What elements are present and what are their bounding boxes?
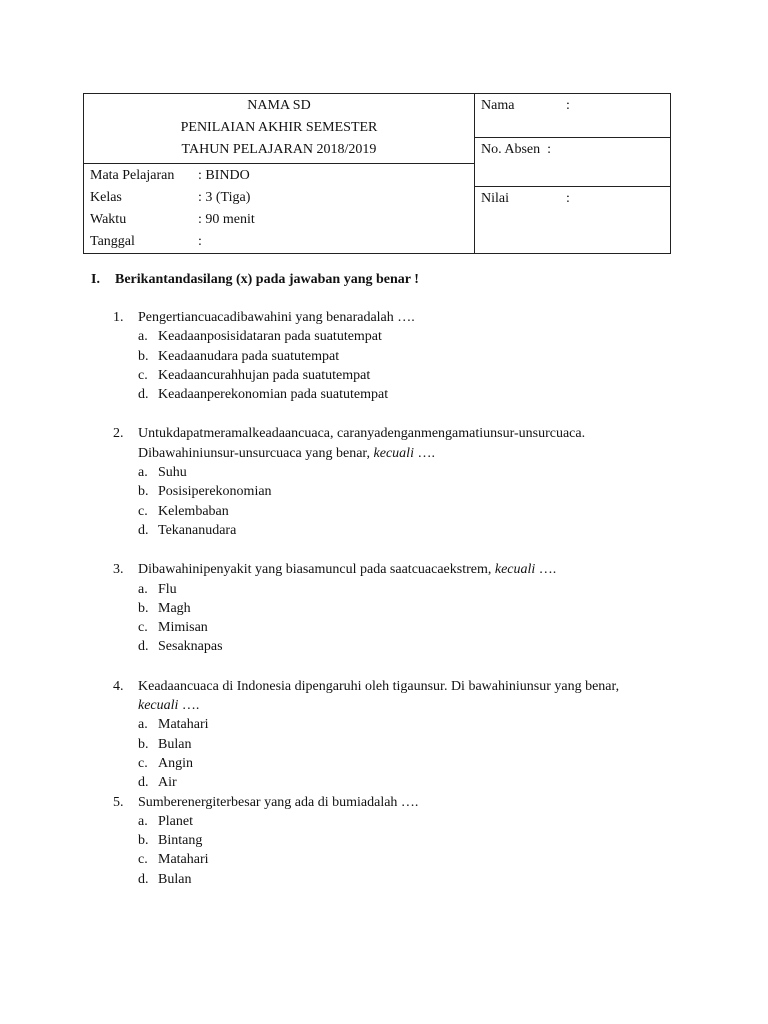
question-text: Sumberenergiterbesar yang ada di bumiadalah …. bbox=[138, 794, 419, 810]
info-key: Waktu bbox=[90, 212, 127, 227]
option-text: Suhu bbox=[158, 465, 187, 481]
option-text: Angin bbox=[158, 755, 193, 771]
question bbox=[113, 560, 673, 656]
answer-option[interactable] bbox=[138, 580, 673, 599]
option-letter: c. bbox=[138, 755, 148, 771]
option-text: Bulan bbox=[158, 871, 192, 887]
option-letter: a. bbox=[138, 329, 148, 345]
answer-option[interactable] bbox=[138, 850, 673, 869]
question bbox=[113, 793, 673, 889]
answer-option[interactable] bbox=[138, 637, 673, 656]
absence-number-colon: : bbox=[547, 142, 552, 157]
info-value: : 90 menit bbox=[198, 212, 255, 227]
score-label: Nilai bbox=[481, 191, 509, 206]
answer-option[interactable] bbox=[138, 812, 673, 831]
answer-option[interactable] bbox=[138, 502, 673, 521]
option-text: Matahari bbox=[158, 717, 209, 733]
question-text: Untukdapatmeramalkeadaancuaca, caranyadenganmengamatiunsur-unsurcuaca. bbox=[138, 426, 586, 442]
subject-info-cell bbox=[84, 164, 475, 254]
option-letter: c. bbox=[138, 620, 148, 636]
answer-option[interactable] bbox=[138, 482, 673, 501]
question bbox=[113, 677, 673, 793]
option-letter: b. bbox=[138, 833, 149, 849]
kecuali-emphasis: kecuali bbox=[138, 698, 179, 714]
info-value: : bbox=[198, 234, 202, 249]
option-letter: b. bbox=[138, 600, 149, 616]
student-name-cell[interactable] bbox=[475, 94, 671, 138]
option-letter: d. bbox=[138, 775, 149, 791]
score-cell[interactable] bbox=[475, 187, 671, 254]
answer-option[interactable] bbox=[138, 754, 673, 773]
option-letter: c. bbox=[138, 367, 148, 383]
answer-option[interactable] bbox=[138, 870, 673, 889]
exam-title-cell bbox=[84, 94, 475, 164]
option-text: Bulan bbox=[158, 736, 192, 752]
answer-option[interactable] bbox=[138, 715, 673, 734]
info-row-date bbox=[90, 231, 468, 253]
ellipsis: …. bbox=[417, 445, 435, 461]
school-year: TAHUN PELAJARAN 2018/2019 bbox=[181, 142, 377, 157]
option-text: Planet bbox=[158, 813, 193, 829]
option-text: Sesaknapas bbox=[158, 639, 223, 655]
exam-name: PENILAIAN AKHIR SEMESTER bbox=[180, 120, 378, 135]
question bbox=[113, 424, 673, 540]
answer-option[interactable] bbox=[138, 599, 673, 618]
option-letter: d. bbox=[138, 387, 149, 403]
option-text: Kelembaban bbox=[158, 503, 229, 519]
answer-option[interactable] bbox=[138, 735, 673, 754]
section-instruction-text: Berikantandasilang (x) pada jawaban yang benar ! bbox=[115, 272, 419, 287]
option-text: Keadaanudara pada suatutempat bbox=[158, 348, 340, 364]
option-text: Keadaanposisidataran pada suatutempat bbox=[158, 329, 382, 345]
info-key: Tanggal bbox=[90, 234, 135, 249]
option-text: Flu bbox=[158, 581, 177, 597]
option-letter: c. bbox=[138, 503, 148, 519]
option-text: Bintang bbox=[158, 833, 203, 849]
answer-option[interactable] bbox=[138, 347, 673, 366]
kecuali-emphasis: kecuali bbox=[373, 445, 414, 461]
option-letter: b. bbox=[138, 348, 149, 364]
school-name: NAMA SD bbox=[247, 98, 311, 113]
option-letter: d. bbox=[138, 522, 149, 538]
answer-option[interactable] bbox=[138, 366, 673, 385]
option-letter: b. bbox=[138, 736, 149, 752]
option-text: Mimisan bbox=[158, 620, 208, 636]
option-text: Air bbox=[158, 775, 177, 791]
answer-option[interactable] bbox=[138, 618, 673, 637]
question-number: 3. bbox=[113, 562, 124, 578]
question-number: 2. bbox=[113, 426, 124, 442]
question-text-line2: Dibawahiniunsur-unsurcuaca yang benar, bbox=[138, 445, 374, 461]
question bbox=[113, 308, 673, 404]
option-letter: c. bbox=[138, 852, 148, 868]
answer-option[interactable] bbox=[138, 327, 673, 346]
question-number: 5. bbox=[113, 794, 124, 810]
info-row-time bbox=[90, 209, 468, 231]
question-text: Pengertiancuacadibawahini yang benaradalah …. bbox=[138, 310, 415, 325]
answer-option[interactable] bbox=[138, 773, 673, 792]
ellipsis: …. bbox=[538, 562, 557, 578]
question-number: 1. bbox=[113, 310, 124, 325]
question-number: 4. bbox=[113, 678, 124, 694]
question-text: Dibawahinipenyakit yang biasamuncul pada saatcuacaekstrem, bbox=[138, 562, 495, 578]
student-name-label: Nama bbox=[481, 98, 515, 113]
option-letter: d. bbox=[138, 871, 149, 887]
absence-number-cell[interactable] bbox=[475, 138, 671, 187]
question-text: Keadaancuaca di Indonesia dipengaruhi oleh tigaunsur. Di bawahiniunsur yang benar, bbox=[138, 678, 620, 694]
info-value: : BINDO bbox=[198, 168, 250, 183]
section-instruction bbox=[91, 270, 419, 290]
option-letter: a. bbox=[138, 465, 148, 481]
info-row-class bbox=[90, 187, 468, 209]
score-colon: : bbox=[566, 191, 570, 206]
option-text: Keadaanperekonomian pada suatutempat bbox=[158, 387, 389, 403]
section-number: I. bbox=[91, 272, 100, 287]
option-letter: a. bbox=[138, 717, 148, 733]
ellipsis: …. bbox=[181, 698, 200, 714]
absence-number-label: No. Absen bbox=[481, 142, 541, 157]
option-text: Magh bbox=[158, 600, 191, 616]
option-text: Posisiperekonomian bbox=[158, 484, 272, 500]
info-key: Kelas bbox=[90, 190, 122, 205]
answer-option[interactable] bbox=[138, 831, 673, 850]
option-text: Matahari bbox=[158, 852, 209, 868]
answer-option[interactable] bbox=[138, 463, 673, 482]
answer-option[interactable] bbox=[138, 521, 673, 540]
question-list bbox=[113, 308, 673, 889]
option-letter: d. bbox=[138, 639, 149, 655]
option-letter: a. bbox=[138, 813, 148, 829]
info-value: : 3 (Tiga) bbox=[198, 190, 251, 205]
exam-header-table bbox=[83, 93, 671, 254]
kecuali-emphasis: kecuali bbox=[494, 562, 536, 578]
student-name-colon: : bbox=[566, 98, 570, 113]
answer-option[interactable] bbox=[138, 385, 673, 404]
option-text: Keadaancurahhujan pada suatutempat bbox=[158, 367, 371, 383]
info-row-subject bbox=[90, 165, 468, 187]
option-text: Tekananudara bbox=[158, 522, 237, 538]
info-key: Mata Pelajaran bbox=[90, 168, 175, 183]
option-letter: b. bbox=[138, 484, 149, 500]
option-letter: a. bbox=[138, 581, 148, 597]
